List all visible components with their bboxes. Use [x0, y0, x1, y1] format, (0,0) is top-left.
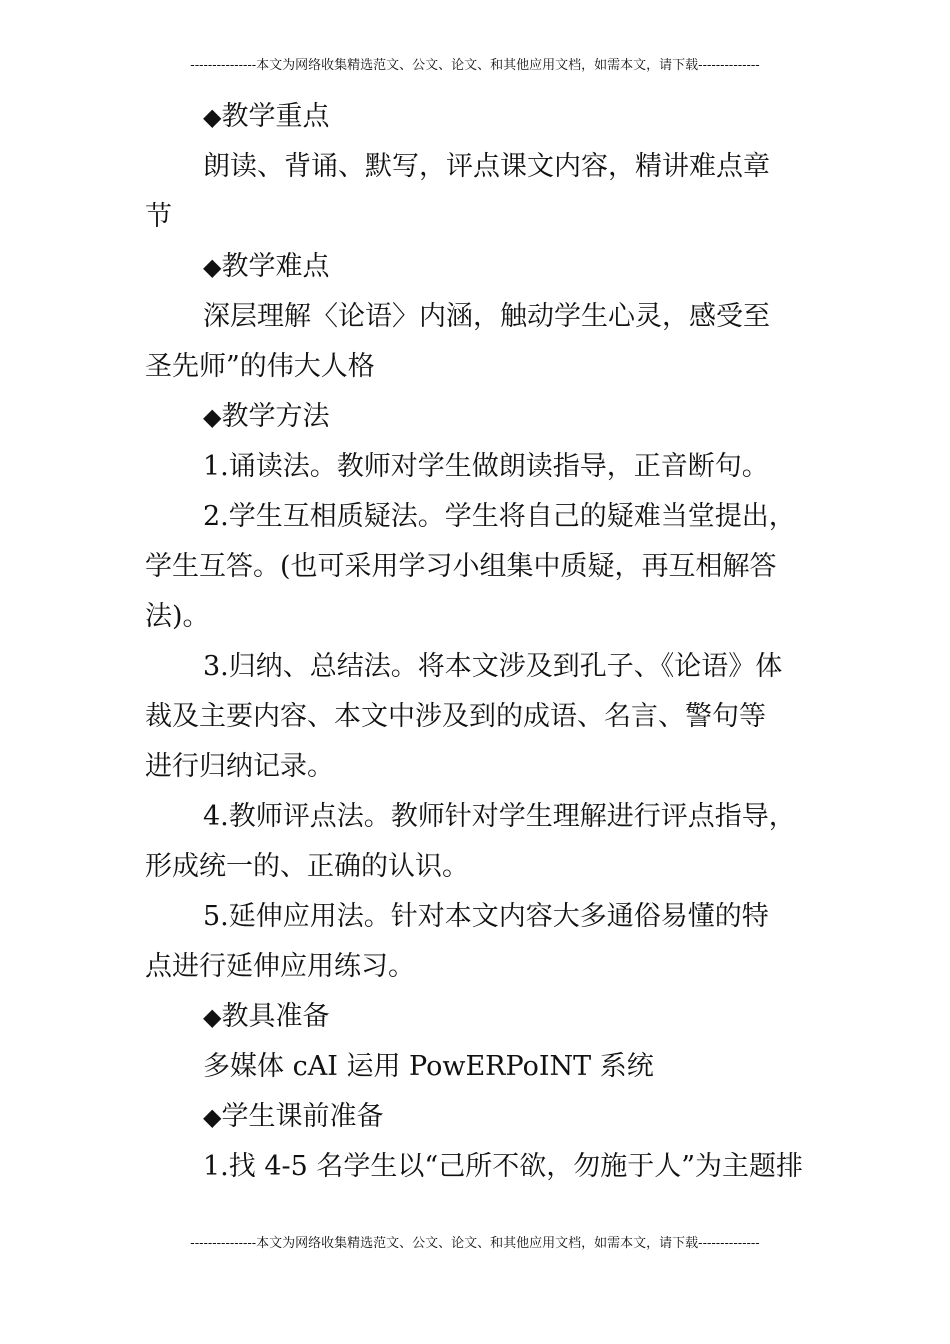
- section-heading-student-prep: ◆学生课前准备: [203, 1101, 384, 1132]
- method-line: 4.教师评点法。教师针对学生理解进行评点指导，: [203, 801, 796, 832]
- equipment-line: 多媒体 cAI 运用 PowERPoINT 系统: [203, 1051, 654, 1082]
- footer-banner: ---------------本文为网络收集精选范文、公文、论文、和其他应用文档，如需本文，请下载--------------: [190, 1236, 760, 1251]
- focus-line: 朗读、背诵、默写，评点课文内容，精讲难点章: [203, 151, 770, 182]
- method-line: 学生互答。(也可采用学习小组集中质疑，再互相解答: [145, 551, 777, 582]
- section-heading-focus: ◆教学重点: [203, 101, 330, 132]
- diamond-icon: ◆: [203, 1003, 222, 1031]
- student-prep-line: 1.找 4-5 名学生以“己所不欲，勿施于人”为主题排: [203, 1151, 804, 1182]
- method-line: 进行归纳记录。: [145, 751, 334, 782]
- method-line: 裁及主要内容、本文中涉及到的成语、名言、警句等: [145, 701, 766, 732]
- header-banner: ---------------本文为网络收集精选范文、公文、论文、和其他应用文档，如需本文，请下载--------------: [190, 58, 760, 73]
- method-line: 法)。: [145, 601, 210, 632]
- section-heading-methods: ◆教学方法: [203, 401, 330, 432]
- method-line: 1.诵读法。教师对学生做朗读指导，正音断句。: [203, 451, 769, 482]
- diamond-icon: ◆: [203, 403, 222, 431]
- method-line: 3.归纳、总结法。将本文涉及到孔子、《论语》体: [203, 651, 783, 682]
- method-line: 5.延伸应用法。针对本文内容大多通俗易懂的特: [203, 901, 769, 932]
- diamond-icon: ◆: [203, 103, 222, 131]
- focus-line: 节: [145, 201, 172, 232]
- section-heading-difficulty: ◆教学难点: [203, 251, 330, 282]
- method-line: 点进行延伸应用练习。: [145, 951, 415, 982]
- difficulty-line: 深层理解〈论语〉内涵，触动学生心灵，感受至: [203, 301, 770, 332]
- difficulty-line: 圣先师”的伟大人格: [145, 351, 375, 382]
- diamond-icon: ◆: [203, 1103, 222, 1131]
- section-heading-equipment: ◆教具准备: [203, 1001, 330, 1032]
- document-body: [145, 92, 807, 1192]
- method-line: 形成统一的、正确的认识。: [145, 851, 469, 882]
- diamond-icon: ◆: [203, 253, 222, 281]
- method-line: 2.学生互相质疑法。学生将自己的疑难当堂提出，: [203, 501, 796, 532]
